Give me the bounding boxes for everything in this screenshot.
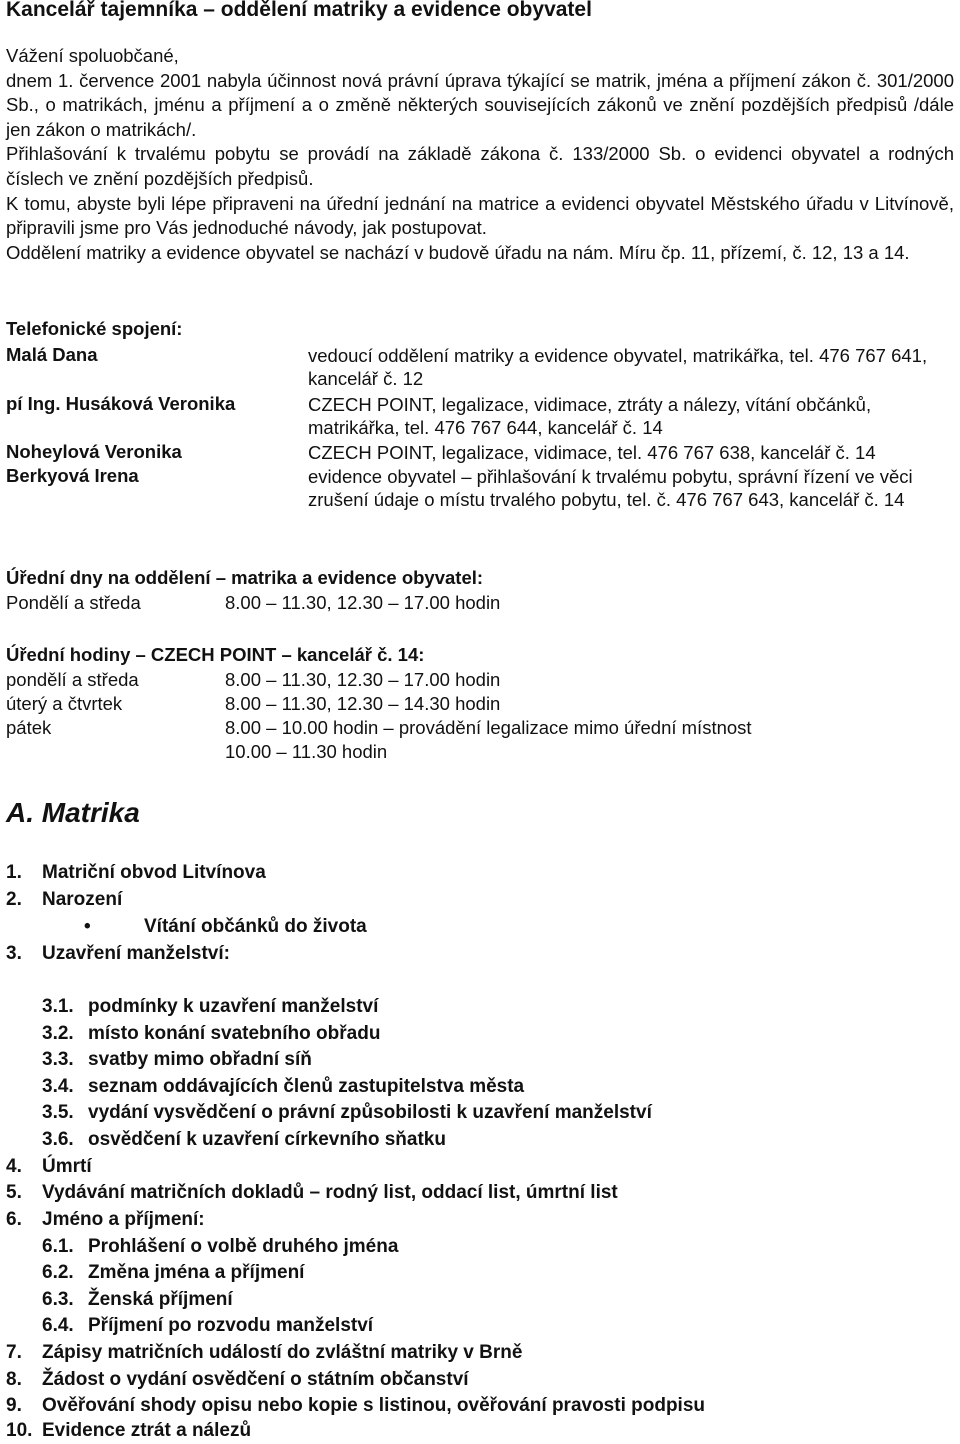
item-text: vydání vysvědčení o právní způsobilosti k uzavření manželství	[88, 1102, 652, 1123]
hours-value: 8.00 – 11.30, 12.30 – 17.00 hodin	[225, 592, 501, 613]
item-number: 3.6.	[42, 1129, 74, 1150]
contacts-heading: Telefonické spojení:	[6, 318, 183, 339]
contact-role: CZECH POINT, legalizace, vidimace, tel. 476 767 638, kancelář č. 14	[308, 442, 876, 463]
list-item	[6, 1156, 92, 1178]
item-number: 3.2.	[42, 1023, 74, 1044]
list-item	[42, 1289, 233, 1311]
contact-name: pí Ing. Husáková Veronika	[6, 393, 236, 414]
item-text: Prohlášení o volbě druhého jména	[88, 1236, 399, 1257]
item-number: 6.3.	[42, 1289, 74, 1310]
office-days-heading: Úřední dny na oddělení – matrika a evidence obyvatel:	[6, 567, 484, 588]
list-item	[6, 1342, 522, 1364]
list-item	[42, 1262, 304, 1284]
item-text: svatby mimo obřadní síň	[88, 1049, 312, 1070]
item-text: Vítání občánků do života	[144, 916, 367, 937]
item-number: 4.	[6, 1156, 22, 1177]
list-item	[6, 1369, 469, 1391]
item-number: 9.	[6, 1395, 22, 1416]
item-text: Uzavření manželství:	[42, 943, 230, 964]
czech-point-row	[6, 717, 752, 739]
bullet-icon: •	[84, 916, 91, 937]
list-item	[6, 1420, 251, 1442]
contact-role: evidence obyvatel – přihlašování k trvalému pobytu, správní řízení ve věci zrušení údaje o místu trvalého pobytu, tel. č. 476 767 643, kancelář č. 14	[308, 466, 913, 510]
list-item	[42, 1315, 373, 1337]
item-text: Příjmení po rozvodu manželství	[88, 1315, 374, 1336]
list-item	[42, 996, 378, 1018]
czech-point-row	[6, 693, 500, 715]
day-label: pondělí a středa	[6, 669, 139, 690]
item-text: Žádost o vydání osvědčení o státním občanství	[42, 1369, 469, 1390]
item-text: Matriční obvod Litvínova	[42, 862, 266, 883]
item-number: 2.	[6, 889, 22, 910]
list-item	[6, 943, 230, 965]
list-item	[6, 1395, 705, 1417]
contact-role: vedoucí oddělení matriky a evidence obyvatel, matrikářka, tel. 476 767 641, kancelář č. 12	[308, 345, 928, 389]
office-days-row	[6, 592, 500, 614]
item-text: osvědčení k uzavření církevního sňatku	[88, 1129, 446, 1150]
item-text: Vydávání matričních dokladů – rodný list, oddací list, úmrtní list	[42, 1182, 618, 1203]
list-item	[6, 862, 266, 884]
list-item	[6, 1209, 205, 1231]
section-a-heading: A. Matrika	[6, 797, 140, 828]
item-number: 3.	[6, 943, 22, 964]
list-item	[42, 1049, 312, 1071]
page-title: Kancelář tajemníka – oddělení matriky a evidence obyvatel	[6, 0, 592, 21]
list-item	[42, 1236, 398, 1258]
item-text: seznam oddávajících členů zastupitelstva města	[88, 1076, 525, 1097]
list-item	[6, 889, 122, 911]
intro-paragraph-1: dnem 1. července 2001 nabyla účinnost nová právní úprava týkající se matrik, jména a příjmení zákon č. 301/2000 Sb., o matrikách, jménu a příjmení a o změně některých souvisejících zákonů ve znění pozdějších předpisů /dále jen zákon o matrikách/.	[6, 69, 954, 140]
list-item	[42, 1129, 446, 1151]
item-text: Úmrtí	[42, 1156, 92, 1177]
hours-value: 8.00 – 11.30, 12.30 – 14.30 hodin	[225, 693, 501, 714]
intro-paragraph-3: K tomu, abyste byli lépe připraveni na úřední jednání na matrice a evidenci obyvatel Městského úřadu v Litvínově, připravili jsme pro Vás jednoduché návody, jak postupovat.	[6, 192, 954, 239]
item-text: Zápisy matričních událostí do zvláštní matriky v Brně	[42, 1342, 523, 1363]
list-item	[42, 1076, 524, 1098]
hours-value: 10.00 – 11.30 hodin	[225, 741, 388, 762]
greeting: Vážení spoluobčané,	[6, 45, 179, 66]
intro-section	[6, 44, 954, 265]
item-number: 7.	[6, 1342, 22, 1363]
item-number: 3.4.	[42, 1076, 74, 1097]
day-label: pátek	[6, 717, 52, 738]
hours-value: 8.00 – 10.00 hodin – provádění legalizace mimo úřední místnost	[225, 717, 752, 738]
item-number: 3.1.	[42, 996, 74, 1017]
list-item	[42, 1102, 652, 1124]
item-number: 6.	[6, 1209, 22, 1230]
contact-name: Noheylová Veronika	[6, 441, 182, 462]
item-number: 6.4.	[42, 1315, 74, 1336]
item-number: 5.	[6, 1182, 22, 1203]
list-item	[84, 916, 367, 938]
hours-value: 8.00 – 11.30, 12.30 – 17.00 hodin	[225, 669, 501, 690]
item-text: Ověřování shody opisu nebo kopie s listinou, ověřování pravosti podpisu	[42, 1395, 706, 1416]
czech-point-row	[6, 741, 387, 763]
item-text: podmínky k uzavření manželství	[88, 996, 379, 1017]
item-number: 6.2.	[42, 1262, 74, 1283]
item-number: 6.1.	[42, 1236, 74, 1257]
contact-name: Berkyová Irena	[6, 465, 139, 486]
item-number: 3.3.	[42, 1049, 74, 1070]
item-number: 10.	[6, 1420, 33, 1441]
intro-paragraph-2: Přihlašování k trvalému pobytu se provádí na základě zákona č. 133/2000 Sb. o evidenci obyvatel a rodných číslech ve znění pozdějších předpisů.	[6, 143, 954, 189]
contact-role: CZECH POINT, legalizace, vidimace, ztráty a nálezy, vítání občánků, matrikářka, tel. 476 767 644, kancelář č. 14	[308, 394, 872, 438]
intro-paragraph-4: Oddělení matriky a evidence obyvatel se nachází v budově úřadu na nám. Míru čp. 11, přízemí, č. 12, 13 a 14.	[6, 241, 910, 263]
day-label: Pondělí a středa	[6, 592, 141, 613]
item-number: 3.5.	[42, 1102, 74, 1123]
list-item	[42, 1023, 380, 1045]
item-text: Evidence ztrát a nálezů	[42, 1420, 252, 1441]
item-text: Narození	[42, 889, 123, 910]
contact-name: Malá Dana	[6, 344, 98, 365]
item-number: 8.	[6, 1369, 22, 1390]
item-text: Jméno a příjmení:	[42, 1209, 205, 1230]
list-item	[6, 1182, 618, 1204]
item-text: Změna jména a příjmení	[88, 1262, 305, 1283]
czech-point-heading: Úřední hodiny – CZECH POINT – kancelář č. 14:	[6, 644, 425, 665]
item-number: 1.	[6, 862, 22, 883]
item-text: místo konání svatebního obřadu	[88, 1023, 381, 1044]
czech-point-row	[6, 669, 500, 691]
day-label: úterý a čtvrtek	[6, 693, 123, 714]
item-text: Ženská příjmení	[88, 1289, 233, 1310]
